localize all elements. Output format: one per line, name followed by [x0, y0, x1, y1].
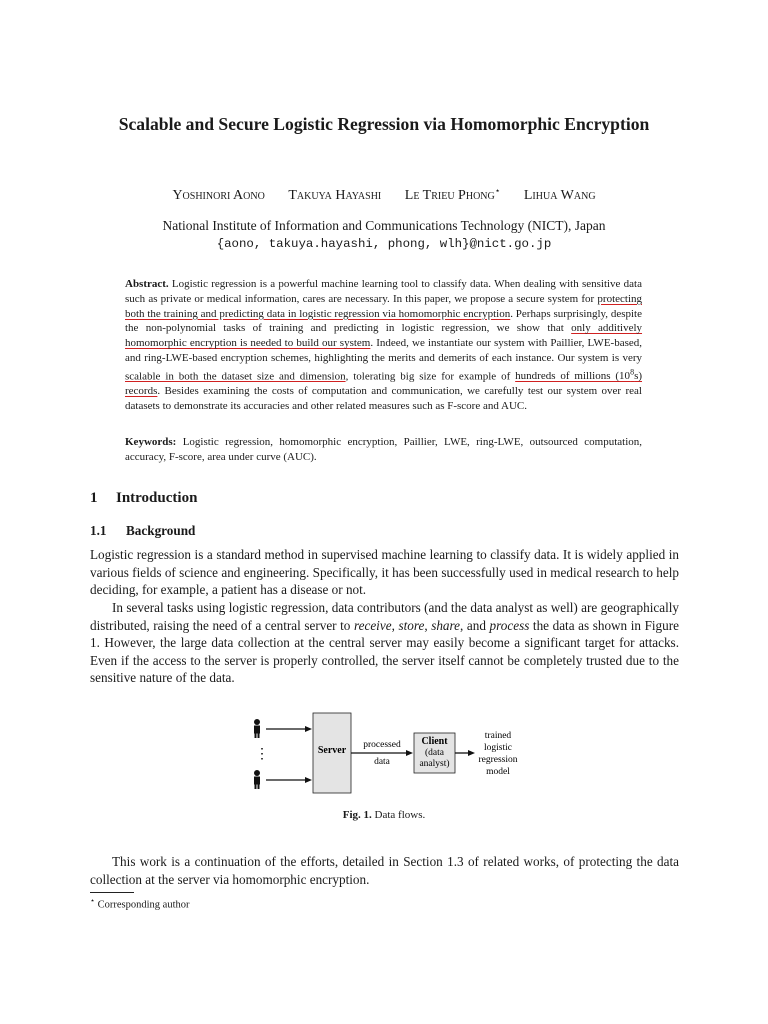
figure-caption: Fig. 1. Data flows.: [342, 809, 426, 821]
person-icon: [254, 719, 260, 738]
output-line-1: trained: [484, 731, 512, 741]
abstract: [125, 277, 642, 414]
abstract-text: , tolerating big size for example of: [345, 370, 511, 383]
client-label: Client: [421, 736, 448, 747]
section-heading: 1 Introduction: [90, 490, 198, 506]
highlight-3: scalable in both the dataset size and dimension: [125, 370, 346, 383]
client-sub-1: (data: [425, 748, 444, 758]
author-4: Lihua Wang: [523, 187, 596, 203]
author-3: Le Trieu Phong⋆: [404, 185, 501, 203]
footnote-rule: [90, 892, 134, 893]
author-2: Takuya Hayashi: [288, 187, 382, 203]
paragraph-3: This work is a continuation of the efforts, detailed in Section 1.3 of related works, of protecting the data collection at the server via homomorphic encryption.: [90, 854, 679, 887]
output-line-4: model: [486, 767, 510, 777]
output-line-2: logistic: [484, 743, 512, 753]
paper-title: Scalable and Secure Logistic Regression via Homomorphic Encryption: [118, 114, 650, 134]
author-list: [60, 185, 708, 204]
author-1: Yoshinori Aono: [172, 187, 265, 203]
paragraph-2: In several tasks using logistic regression, data contributors (and the data analyst as well) are geographically distributed, raising the need of a central server to receive, store, share, and process the data as shown in Figure 1. However, the large data collection at the central server may easily become a significant target for attacks. Even if the access to the server is properly controlled, the server itself cannot be completely trusted due to the sensitive nature of the data.: [90, 600, 679, 686]
processed-label: processed: [363, 740, 401, 750]
data-label: data: [374, 757, 390, 767]
email-list: {aono, takuya.hayashi, phong, wlh}@nict.go.jp: [216, 237, 552, 251]
footnote: ⋆ Corresponding author: [90, 896, 190, 911]
paragraph-1: Logistic regression is a standard method in supervised machine learning to classify data. It is widely applied in various fields of science and engineering. Specifically, it has been successfully used in medical research to help deciding, for example, a patient has a disease or not.: [90, 547, 679, 598]
affiliation-block: [60, 217, 708, 253]
client-sub-2: analyst): [419, 759, 450, 769]
arrow: [266, 726, 312, 783]
keywords-label: Keywords:: [125, 436, 177, 448]
arrow: [455, 750, 475, 756]
abstract-text: . Besides examining the costs of computation and communication, we carefully test our system over real datasets to demonstrate its accuracies and other related measures such as F-score and AUC.: [125, 385, 642, 413]
abstract-label: Abstract.: [125, 278, 169, 290]
subsection-heading: 1.1 Background: [90, 523, 196, 538]
figure-data-flows: [240, 708, 540, 808]
affiliation: National Institute of Information and Communications Technology (NICT), Japan: [162, 218, 606, 233]
highlight-2: only additively homomorphic encryption is needed to build our system: [125, 322, 643, 350]
abstract-text: . Perhaps surprisingly, despite the non-polynomial tasks of training and predicting in logistic regression, we show that: [125, 307, 642, 335]
keywords-text: Logistic regression, homomorphic encryption, Paillier, LWE, ring-LWE, outsourced computation, accuracy, F-score, area under curve (AUC).: [125, 436, 642, 463]
keywords: [125, 435, 642, 465]
server-label: Server: [317, 745, 347, 756]
person-icon: [254, 770, 260, 789]
highlight-1: protecting both the training and predicting data in logistic regression via homomorphic encryption: [125, 292, 643, 320]
vertical-dots: ⋮: [255, 747, 269, 762]
abstract-text: . Indeed, we instantiate our system with Paillier, LWE-based, and ring-LWE-based encryption schemes, highlighting the merits and demerits of each instance. Our system is very: [125, 337, 642, 364]
output-line-3: regression: [478, 755, 518, 765]
abstract-text: Logistic regression is a powerful machine learning tool to classify data. When dealing with sensitive data such as private or medical information, cares are necessary. In this paper, we propose a secure system for: [125, 278, 642, 305]
arrow: [351, 750, 413, 756]
highlight-4: hundreds of millions $(10^8s)$ records: [125, 367, 643, 398]
